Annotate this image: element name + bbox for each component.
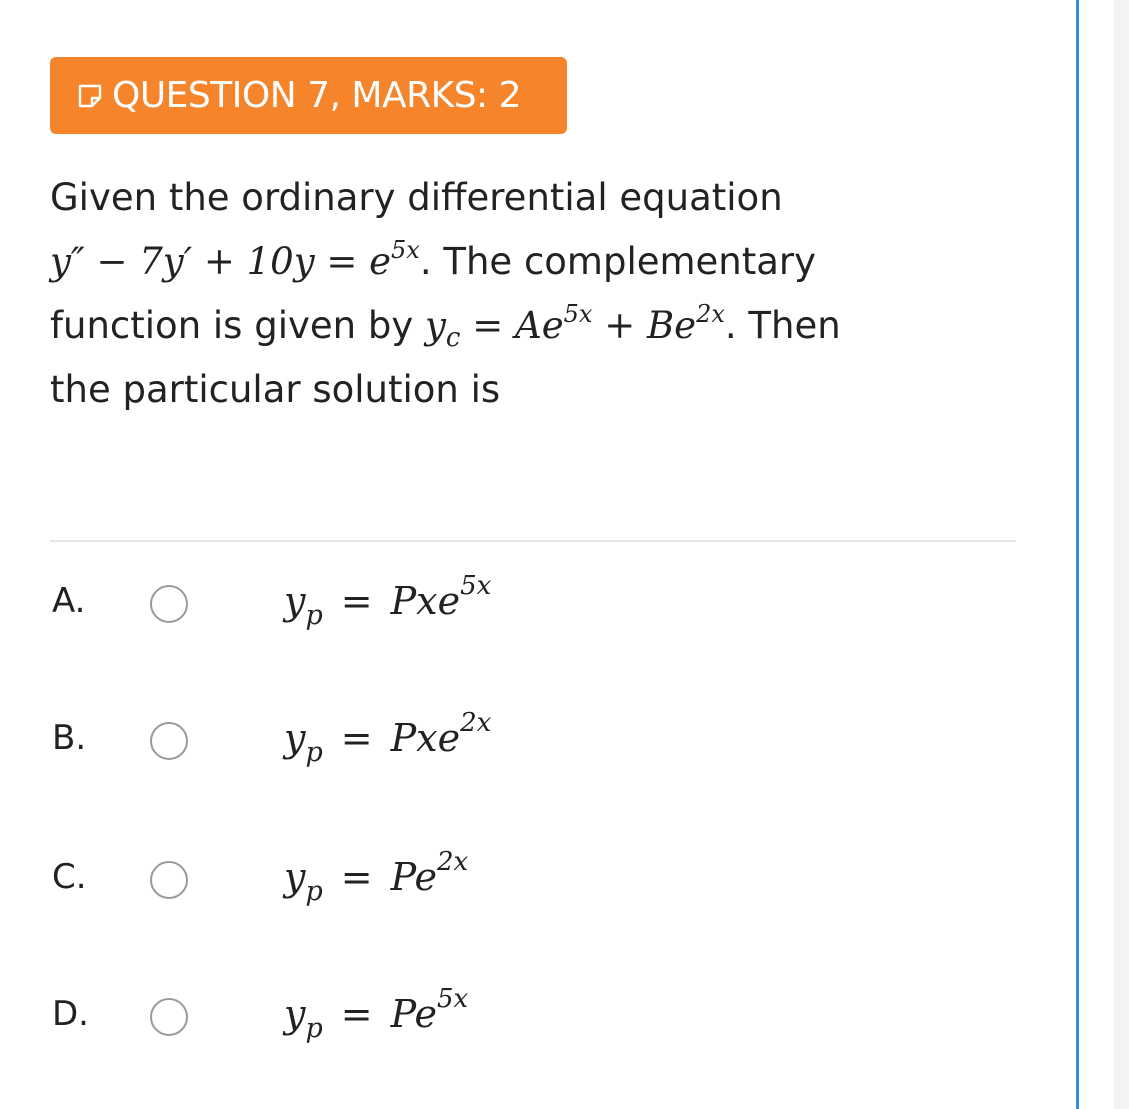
yc-exponent-1: 5x <box>563 300 593 328</box>
right-border-rule <box>1076 0 1079 1109</box>
option-letter: C. <box>52 857 87 897</box>
question-line-2-text: . The complementary <box>419 240 817 283</box>
option-b[interactable] <box>0 708 1060 772</box>
yc-plus-b: + Be <box>592 304 697 347</box>
option-c[interactable] <box>0 847 1060 911</box>
question-line-3-tail: . Then <box>724 304 841 347</box>
yc-equals-a: = Ae <box>460 304 564 347</box>
ode-equation: y″ − 7y′ + 10y = e <box>50 240 392 283</box>
question-line-2 <box>50 230 1010 294</box>
right-side-panel <box>1114 0 1129 1109</box>
question-text <box>50 166 1010 422</box>
option-letter: A. <box>52 581 86 621</box>
option-letter: B. <box>52 718 87 758</box>
flag-icon[interactable] <box>76 82 104 110</box>
option-a[interactable] <box>0 571 1060 635</box>
radio-button-d[interactable] <box>150 998 188 1036</box>
option-formula: $y_p = Pxe^{2x}$ <box>284 708 492 768</box>
radio-button-c[interactable] <box>150 861 188 899</box>
question-line-3 <box>50 294 1010 358</box>
yc-symbol: $y_c$ <box>425 304 461 353</box>
yc-exponent-2: 2x <box>696 300 725 328</box>
option-formula: $y_p = Pxe^{5x}$ <box>284 571 492 631</box>
options-divider <box>50 540 1016 542</box>
question-title: QUESTION 7, MARKS: 2 <box>112 75 522 116</box>
question-line-1: Given the ordinary differential equation <box>50 176 783 219</box>
option-formula: $y_p = Pe^{2x}$ <box>284 847 469 907</box>
option-formula: $y_p = Pe^{5x}$ <box>284 984 469 1044</box>
radio-button-a[interactable] <box>150 585 188 623</box>
option-d[interactable] <box>0 984 1060 1048</box>
question-line-3-text: function is given by <box>50 304 426 347</box>
question-line-4: the particular solution is <box>50 368 501 411</box>
option-letter: D. <box>52 994 89 1034</box>
radio-button-b[interactable] <box>150 722 188 760</box>
ode-exponent: 5x <box>391 236 420 264</box>
question-header-badge <box>50 57 567 134</box>
